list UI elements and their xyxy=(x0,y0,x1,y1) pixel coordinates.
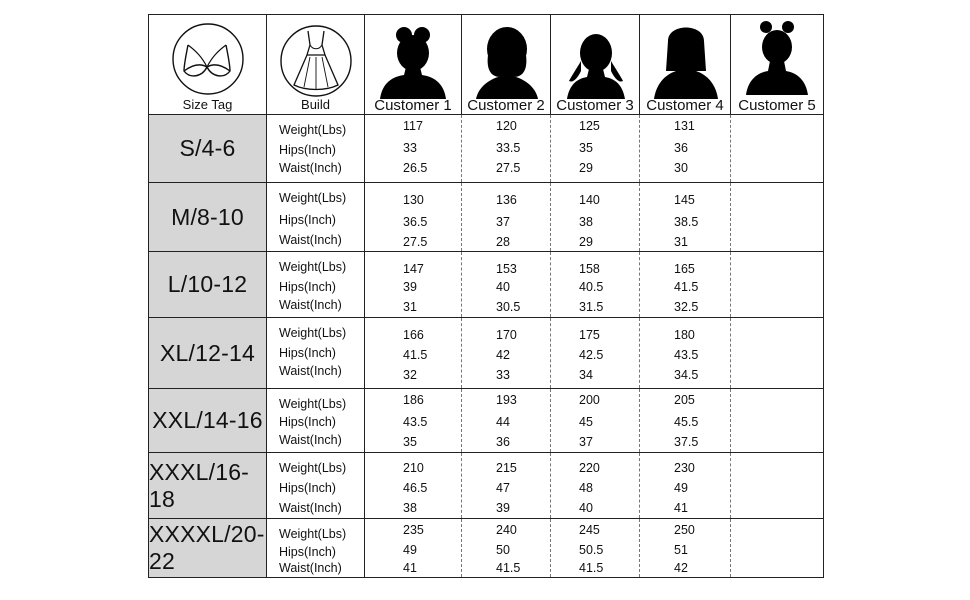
customer-4-cell xyxy=(640,183,731,251)
customer-1-cell xyxy=(365,318,462,388)
metric-labels xyxy=(267,183,365,251)
measurement-value: 32.5 xyxy=(674,300,699,314)
metric-label: Hips(Inch) xyxy=(279,415,336,429)
measurement-value: 136 xyxy=(496,193,517,207)
customer-4-cell xyxy=(640,252,731,317)
bra-icon xyxy=(170,21,246,97)
metric-label: Waist(Inch) xyxy=(279,561,342,575)
customer-3-header xyxy=(551,15,640,115)
measurement-value: 210 xyxy=(403,461,424,475)
customer-3-cell xyxy=(551,453,640,518)
measurement-value: 34.5 xyxy=(674,368,699,382)
measurement-value: 220 xyxy=(579,461,600,475)
measurement-value: 31 xyxy=(674,235,688,249)
measurement-value: 27.5 xyxy=(403,235,428,249)
metric-labels xyxy=(267,318,365,388)
size-tag-header xyxy=(149,15,267,115)
customer-4-cell xyxy=(640,318,731,388)
customer-3-silhouette xyxy=(561,15,631,99)
measurement-value: 158 xyxy=(579,262,600,276)
customer-1-cell xyxy=(365,183,462,251)
metric-labels xyxy=(267,115,365,182)
measurement-value: 39 xyxy=(403,280,417,294)
measurement-value: 235 xyxy=(403,523,424,537)
customer-4-header xyxy=(640,15,731,115)
customer-1-label: Customer 1 xyxy=(374,97,452,114)
measurement-value: 125 xyxy=(579,119,600,133)
customer-1-header xyxy=(365,15,462,115)
measurement-value: 38.5 xyxy=(674,215,699,229)
measurement-value: 130 xyxy=(403,193,424,207)
size-row xyxy=(149,183,823,252)
metric-label: Waist(Inch) xyxy=(279,501,342,515)
measurement-value: 153 xyxy=(496,262,517,276)
measurement-value: 49 xyxy=(403,543,417,557)
measurement-value: 41 xyxy=(674,501,688,515)
customer-4-cell xyxy=(640,519,731,577)
customer-1-cell xyxy=(365,519,462,577)
measurement-value: 145 xyxy=(674,193,695,207)
measurement-value: 170 xyxy=(496,328,517,342)
customer-1-cell xyxy=(365,453,462,518)
customer-2-header xyxy=(462,15,551,115)
measurement-value: 245 xyxy=(579,523,600,537)
measurement-value: 45.5 xyxy=(674,415,699,429)
metric-label: Hips(Inch) xyxy=(279,143,336,157)
measurement-value: 40 xyxy=(579,501,593,515)
metric-label: Waist(Inch) xyxy=(279,364,342,378)
measurement-value: 33 xyxy=(403,141,417,155)
customer-5-cell xyxy=(731,318,823,388)
measurement-value: 42 xyxy=(674,561,688,575)
metric-label: Waist(Inch) xyxy=(279,233,342,247)
size-tag-cell: XXL/14-16 xyxy=(149,389,267,452)
customer-2-cell xyxy=(462,453,551,518)
size-tag-cell: S/4-6 xyxy=(149,115,267,182)
measurement-value: 34 xyxy=(579,368,593,382)
measurement-value: 40.5 xyxy=(579,280,604,294)
customer-2-cell xyxy=(462,183,551,251)
size-chart xyxy=(148,14,824,578)
measurement-value: 49 xyxy=(674,481,688,495)
measurement-value: 38 xyxy=(403,501,417,515)
measurement-value: 215 xyxy=(496,461,517,475)
customer-5-silhouette xyxy=(742,15,812,99)
metric-labels xyxy=(267,389,365,452)
measurement-value: 180 xyxy=(674,328,695,342)
measurement-value: 41.5 xyxy=(579,561,604,575)
customer-3-cell xyxy=(551,183,640,251)
measurement-value: 28 xyxy=(496,235,510,249)
measurement-value: 45 xyxy=(579,415,593,429)
measurement-value: 117 xyxy=(403,119,423,133)
measurement-value: 37 xyxy=(496,215,510,229)
metric-labels xyxy=(267,252,365,317)
measurement-value: 26.5 xyxy=(403,161,428,175)
customer-3-cell xyxy=(551,252,640,317)
measurement-value: 31.5 xyxy=(579,300,604,314)
metric-label: Weight(Lbs) xyxy=(279,123,347,137)
measurement-value: 36.5 xyxy=(403,215,428,229)
measurement-value: 29 xyxy=(579,235,593,249)
measurement-value: 42.5 xyxy=(579,348,604,362)
size-row xyxy=(149,318,823,389)
customer-3-cell xyxy=(551,115,640,182)
measurement-value: 38 xyxy=(579,215,593,229)
metric-label: Hips(Inch) xyxy=(279,481,336,495)
customer-5-label: Customer 5 xyxy=(738,97,816,114)
measurement-value: 41.5 xyxy=(403,348,428,362)
dress-icon xyxy=(278,23,354,99)
measurement-value: 48 xyxy=(579,481,593,495)
measurement-value: 39 xyxy=(496,501,510,515)
metric-label: Waist(Inch) xyxy=(279,161,342,175)
customer-2-cell xyxy=(462,252,551,317)
measurement-value: 40 xyxy=(496,280,510,294)
customer-2-cell xyxy=(462,519,551,577)
customer-4-cell xyxy=(640,115,731,182)
measurement-value: 33 xyxy=(496,368,510,382)
customer-2-silhouette xyxy=(472,15,542,99)
metric-label: Hips(Inch) xyxy=(279,346,336,360)
customer-2-cell xyxy=(462,115,551,182)
metric-label: Weight(Lbs) xyxy=(279,397,347,411)
measurement-value: 30.5 xyxy=(496,300,521,314)
measurement-value: 44 xyxy=(496,415,510,429)
measurement-value: 230 xyxy=(674,461,695,475)
measurement-value: 46.5 xyxy=(403,481,428,495)
measurement-value: 166 xyxy=(403,328,424,342)
customer-1-silhouette xyxy=(378,15,448,99)
size-tag-cell: XL/12-14 xyxy=(149,318,267,388)
customer-4-cell xyxy=(640,389,731,452)
build-label: Build xyxy=(301,97,330,112)
measurement-value: 41.5 xyxy=(496,561,521,575)
size-row xyxy=(149,389,823,453)
measurement-value: 193 xyxy=(496,393,517,407)
customer-5-cell xyxy=(731,183,823,251)
metric-label: Weight(Lbs) xyxy=(279,527,347,541)
measurement-value: 51 xyxy=(674,543,688,557)
customer-1-cell xyxy=(365,389,462,452)
measurement-value: 120 xyxy=(496,119,517,133)
customer-5-cell xyxy=(731,519,823,577)
measurement-value: 37.5 xyxy=(674,435,699,449)
customer-2-cell xyxy=(462,318,551,388)
customer-3-cell xyxy=(551,389,640,452)
measurement-value: 50.5 xyxy=(579,543,604,557)
size-tag-cell: XXXL/16-18 xyxy=(149,453,267,518)
measurement-value: 50 xyxy=(496,543,510,557)
size-row xyxy=(149,519,823,577)
measurement-value: 186 xyxy=(403,393,424,407)
measurement-value: 205 xyxy=(674,393,695,407)
metric-label: Waist(Inch) xyxy=(279,298,342,312)
measurement-value: 33.5 xyxy=(496,141,521,155)
measurement-value: 41.5 xyxy=(674,280,699,294)
measurement-value: 32 xyxy=(403,368,417,382)
customer-2-cell xyxy=(462,389,551,452)
measurement-value: 140 xyxy=(579,193,600,207)
measurement-value: 36 xyxy=(674,141,688,155)
measurement-value: 35 xyxy=(403,435,417,449)
metric-label: Hips(Inch) xyxy=(279,213,336,227)
measurement-value: 36 xyxy=(496,435,510,449)
customer-1-cell xyxy=(365,115,462,182)
customer-3-cell xyxy=(551,318,640,388)
metric-label: Waist(Inch) xyxy=(279,433,342,447)
measurement-value: 147 xyxy=(403,262,424,276)
size-tag-cell: M/8-10 xyxy=(149,183,267,251)
metric-label: Hips(Inch) xyxy=(279,545,336,559)
size-row xyxy=(149,115,823,183)
measurement-value: 200 xyxy=(579,393,600,407)
measurement-value: 29 xyxy=(579,161,593,175)
measurement-value: 43.5 xyxy=(674,348,699,362)
customer-4-cell xyxy=(640,453,731,518)
customer-4-silhouette xyxy=(650,15,722,99)
customer-3-cell xyxy=(551,519,640,577)
measurement-value: 37 xyxy=(579,435,593,449)
metric-label: Weight(Lbs) xyxy=(279,191,347,205)
customer-1-cell xyxy=(365,252,462,317)
measurement-value: 41 xyxy=(403,561,417,575)
customer-5-cell xyxy=(731,115,823,182)
measurement-value: 165 xyxy=(674,262,695,276)
header-row xyxy=(149,15,823,115)
size-row xyxy=(149,453,823,519)
metric-labels xyxy=(267,453,365,518)
customer-4-label: Customer 4 xyxy=(646,97,724,114)
metric-labels xyxy=(267,519,365,577)
measurement-value: 42 xyxy=(496,348,510,362)
measurement-value: 240 xyxy=(496,523,517,537)
customer-5-header xyxy=(731,15,823,115)
measurement-value: 47 xyxy=(496,481,510,495)
customer-5-cell xyxy=(731,389,823,452)
measurement-value: 250 xyxy=(674,523,695,537)
measurement-value: 43.5 xyxy=(403,415,428,429)
size-row xyxy=(149,252,823,318)
customer-2-label: Customer 2 xyxy=(467,97,545,114)
measurement-value: 31 xyxy=(403,300,417,314)
size-tag-cell: L/10-12 xyxy=(149,252,267,317)
measurement-value: 30 xyxy=(674,161,688,175)
customer-3-label: Customer 3 xyxy=(556,97,634,114)
customer-5-cell xyxy=(731,252,823,317)
metric-label: Weight(Lbs) xyxy=(279,326,347,340)
customer-5-cell xyxy=(731,453,823,518)
metric-label: Weight(Lbs) xyxy=(279,461,347,475)
metric-label: Weight(Lbs) xyxy=(279,260,347,274)
measurement-value: 131 xyxy=(674,119,695,133)
measurement-value: 35 xyxy=(579,141,593,155)
size-tag-cell: XXXXL/20-22 xyxy=(149,519,267,577)
size-tag-label: Size Tag xyxy=(182,97,233,112)
metric-label: Hips(Inch) xyxy=(279,280,336,294)
measurement-value: 27.5 xyxy=(496,161,521,175)
build-header xyxy=(267,15,365,115)
measurement-value: 175 xyxy=(579,328,600,342)
